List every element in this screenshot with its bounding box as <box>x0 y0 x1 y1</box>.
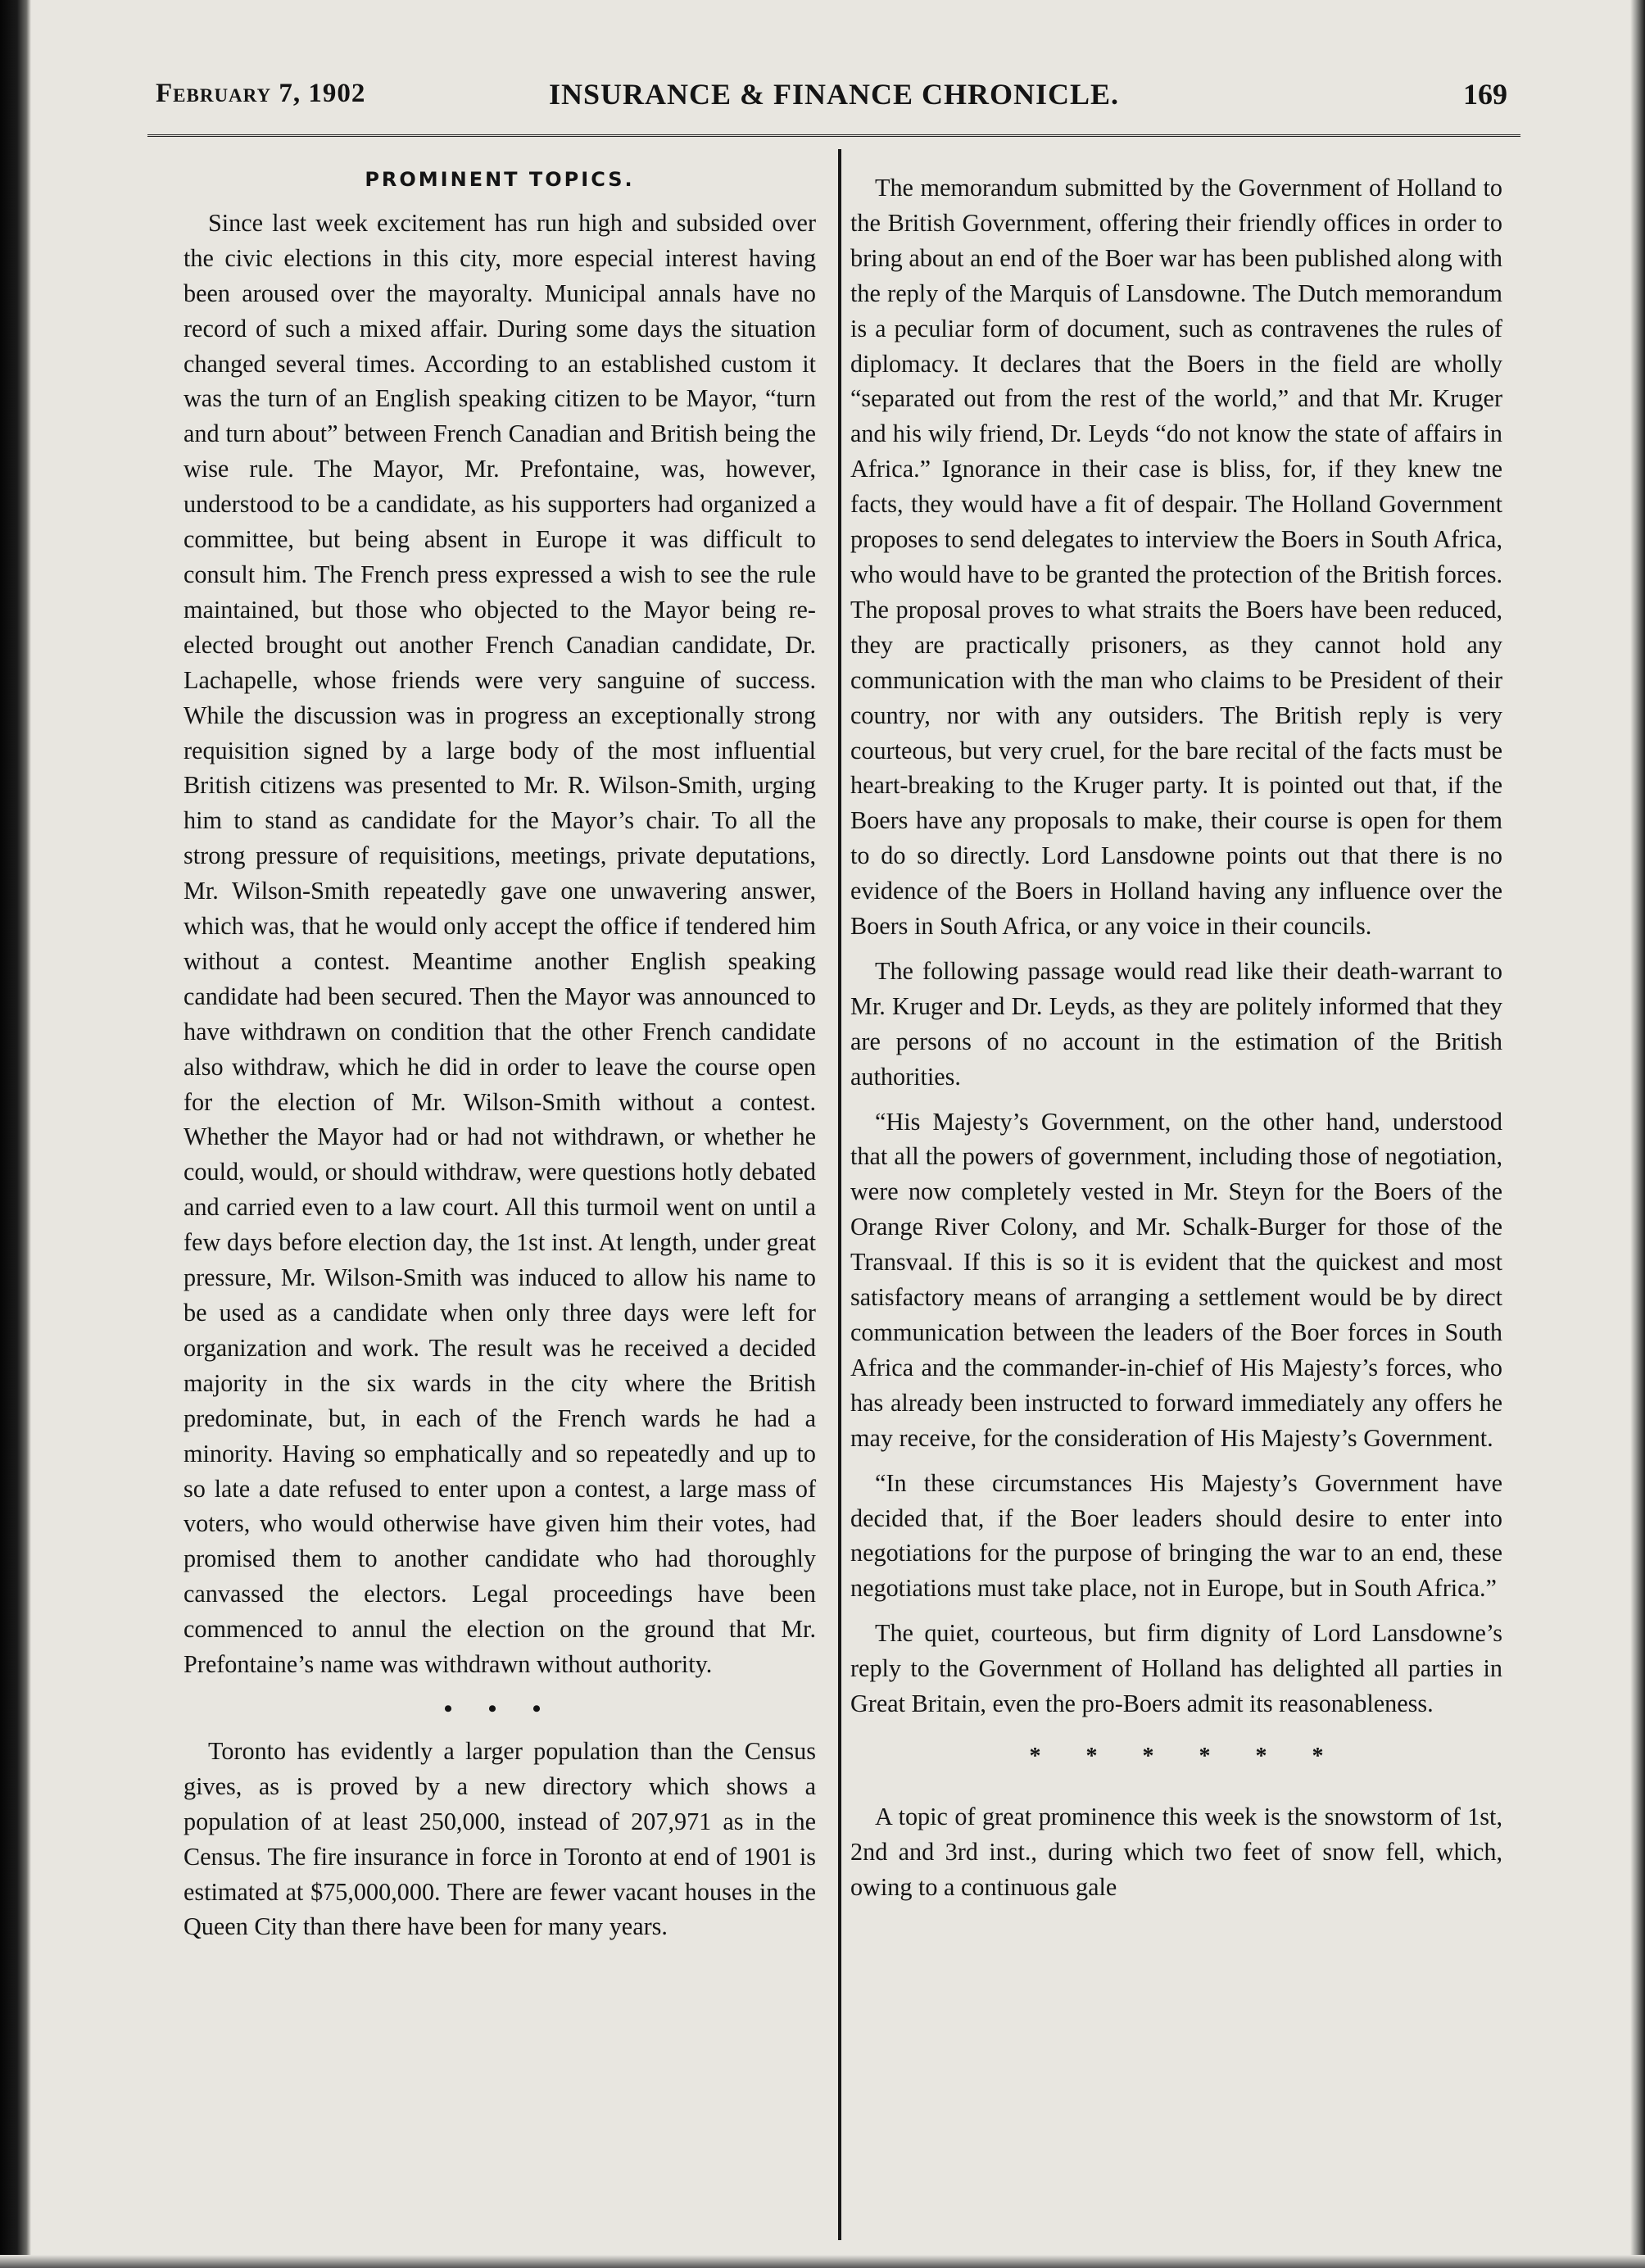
column-divider <box>838 149 841 2240</box>
book-spine-shadow <box>0 0 31 2268</box>
section-separator: * * * * * * <box>1029 1743 1324 1769</box>
quoted-paragraph: “In these circumstances His Majesty’s Government have decided that, if the Boer leaders should desire to enter into negotiations for the purpose of bringing the war to an end, these negotiations must take place, not in Europe, but in South Africa.” <box>850 1468 1502 1603</box>
article-paragraph: Toronto has evidently a larger population than the Census gives, as is proved by a new directory which shows a population of at least 250,000, instead of 207,971 as in the Census. The fire insurance in force in Toronto at end of 1901 is estimated at $75,000,000. There are fewer vacant houses in the Queen City than there have been for many years. <box>184 1736 816 1941</box>
document-page <box>156 74 1516 2245</box>
article-paragraph: The following passage would read like their death-warrant to Mr. Kruger and Dr. Leyds, as they are politely informed that they are persons of no account in the estimation of the British authorities. <box>850 956 1502 1091</box>
article-paragraph: The memorandum submitted by the Government of Holland to the British Government, offering their friendly offices in order to bring about an end of the Boer war has been published along with the reply of the Marquis of Lansdowne. The Dutch memorandum is a peculiar form of document, such as contravenes the rules of diplomacy. It declares that the Boers in the field are wholly “separated out from the rest of the world,” and that Mr. Kruger and his wily friend, Dr. Leyds “do not know the state of affairs in Africa.” Ignorance in their case is bliss, for, if they knew tne facts, they would have a fit of despair. The Holland Government proposes to send delegates to interview the Boers in South Africa, who would have to be granted the protection of the British forces. The proposal proves to what straits the Boers have been reduced, they are practically prisoners, as they cannot hold any communication with the man who claims to be President of their country, nor with any outsiders. The British reply is very courteous, but very cruel, for the bare recital of the facts must be heart-breaking to the Kruger party. It is pointed out that, if the Boers have any proposals to make, their course is open for them to do so directly. Lord Lansdowne points out that there is no evidence of the Boers in Holland having any influence over the Boers in South Africa, or any voice in their councils. <box>850 174 1502 941</box>
section-heading: PROMINENT TOPICS. <box>365 168 635 191</box>
page-edge-shadow <box>1630 0 1645 2268</box>
header-rule <box>147 134 1520 137</box>
left-column <box>184 162 816 1944</box>
issue-date: February 7, 1902 <box>156 79 366 108</box>
quoted-paragraph: “His Majesty’s Government, on the other hand, understood that all the powers of government, including those of negotiation, were now completely vested in Mr. Steyn for the Boers of the Orange River Colony, and Mr. Schalk-Burger for those of the Transvaal. If this is so it is evident that the quickest and most satisfactory means of arranging a settlement would be by direct communication between the leaders of the Boer forces in South Africa and the commander-in-chief of His Majesty’s forces, who has already been instructed to forward immediately any offers he may receive, for the consideration of His Majesty’s Government. <box>850 1107 1502 1452</box>
article-paragraph: Since last week excitement has run high and subsided over the civic elections in this city, more especial interest having been aroused over the mayoralty. Municipal annals have no record of such a mixed affair. During some days the situation changed several times. According to an established custom it was the turn of an English speaking citizen to be Mayor, “turn and turn about” between French Canadian and British being the wise rule. The Mayor, Mr. Prefontaine, was, however, understood to be a candidate, as his supporters had organized a committee, but being absent in Europe it was difficult to consult him. The French press expressed a wish to see the rule maintained, but those who objected to the Mayor being re-elected brought out another French Canadian candidate, Dr. Lachapelle, whose friends were very sanguine of success. While the discussion was in progress an exceptionally strong requisition signed by a large body of the most influential British citizens was presented to Mr. R. Wilson-Smith, urging him to stand as candidate for the Mayor’s chair. To all the strong pressure of requisitions, meetings, private deputations, Mr. Wilson-Smith repeatedly gave one unwavering answer, which was, that he would only accept the office if tendered him without a contest. Meantime another English speaking candidate had been secured. Then the Mayor was announced to have withdrawn on condition that the other French candidate also withdraw, which he did in order to leave the course open for the election of Mr. Wilson-Smith without a contest. Whether the Mayor had or had not withdrawn, or whether he could, would, or should withdraw, were questions hotly debated and carried even to a law court. All this turmoil went on until a few days before election day, the 1st inst. At length, under great pressure, Mr. Wilson-Smith was induced to allow his name to be used as a candidate when only three days were left for organization and work. The result was he received a decided majority in the six wards in the city where the British predominate, but, in each of the French wards he had a minority. Having so emphatically and so repeatedly and up to so late a date refused to enter upon a contest, a large mass of voters, who would otherwise have given him their votes, had promised them to another candidate who had thoroughly canvassed the electors. Legal proceedings have been commenced to annul the election on the ground that Mr. Prefontaine’s name was withdrawn without authority. <box>184 208 816 1679</box>
article-paragraph: A topic of great prominence this week is the snowstorm of 1st, 2nd and 3rd inst., during which two feet of snow fell, which, owing to a continuous gale <box>850 1802 1502 1901</box>
right-column <box>850 170 1502 1905</box>
page-bottom-shadow <box>0 2255 1645 2268</box>
page-number: 169 <box>1463 78 1507 111</box>
publication-title: INSURANCE & FINANCE CHRONICLE. <box>549 78 1120 111</box>
article-paragraph: The quiet, courteous, but firm dignity of Lord Lansdowne’s reply to the Government of Holland has delighted all parties in Great Britain, even the pro-Boers admit its reasonableness. <box>850 1619 1502 1718</box>
section-separator: • • • <box>443 1694 556 1722</box>
running-head <box>156 74 1516 120</box>
